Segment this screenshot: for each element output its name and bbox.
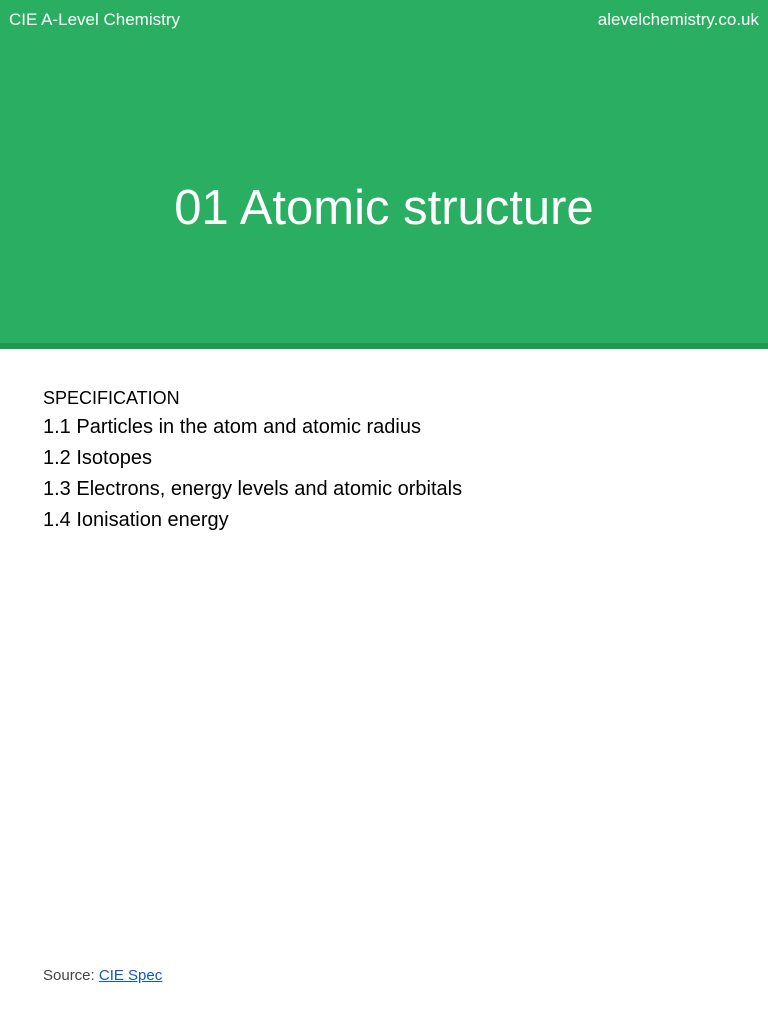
source-line (43, 966, 162, 986)
specification-item-1-1: 1.1 Particles in the atom and atomic radius (43, 416, 421, 438)
banner-divider (0, 343, 768, 349)
specification-item-1-2: 1.2 Isotopes (43, 447, 152, 469)
specification-heading: SPECIFICATION (43, 388, 180, 408)
specification-list (43, 415, 723, 533)
specification-item-1-4: 1.4 Ionisation energy (43, 509, 229, 531)
specification-section (43, 385, 723, 539)
source-label: Source: (43, 967, 95, 984)
cie-spec-link[interactable]: CIE Spec (98, 967, 163, 984)
title-banner (0, 0, 768, 343)
site-name: alevelchemistry.co.uk (597, 10, 759, 29)
course-name: CIE A-Level Chemistry (9, 10, 180, 29)
page-title: 01 Atomic structure (174, 181, 594, 235)
specification-item-1-3: 1.3 Electrons, energy levels and atomic orbitals (43, 478, 463, 500)
